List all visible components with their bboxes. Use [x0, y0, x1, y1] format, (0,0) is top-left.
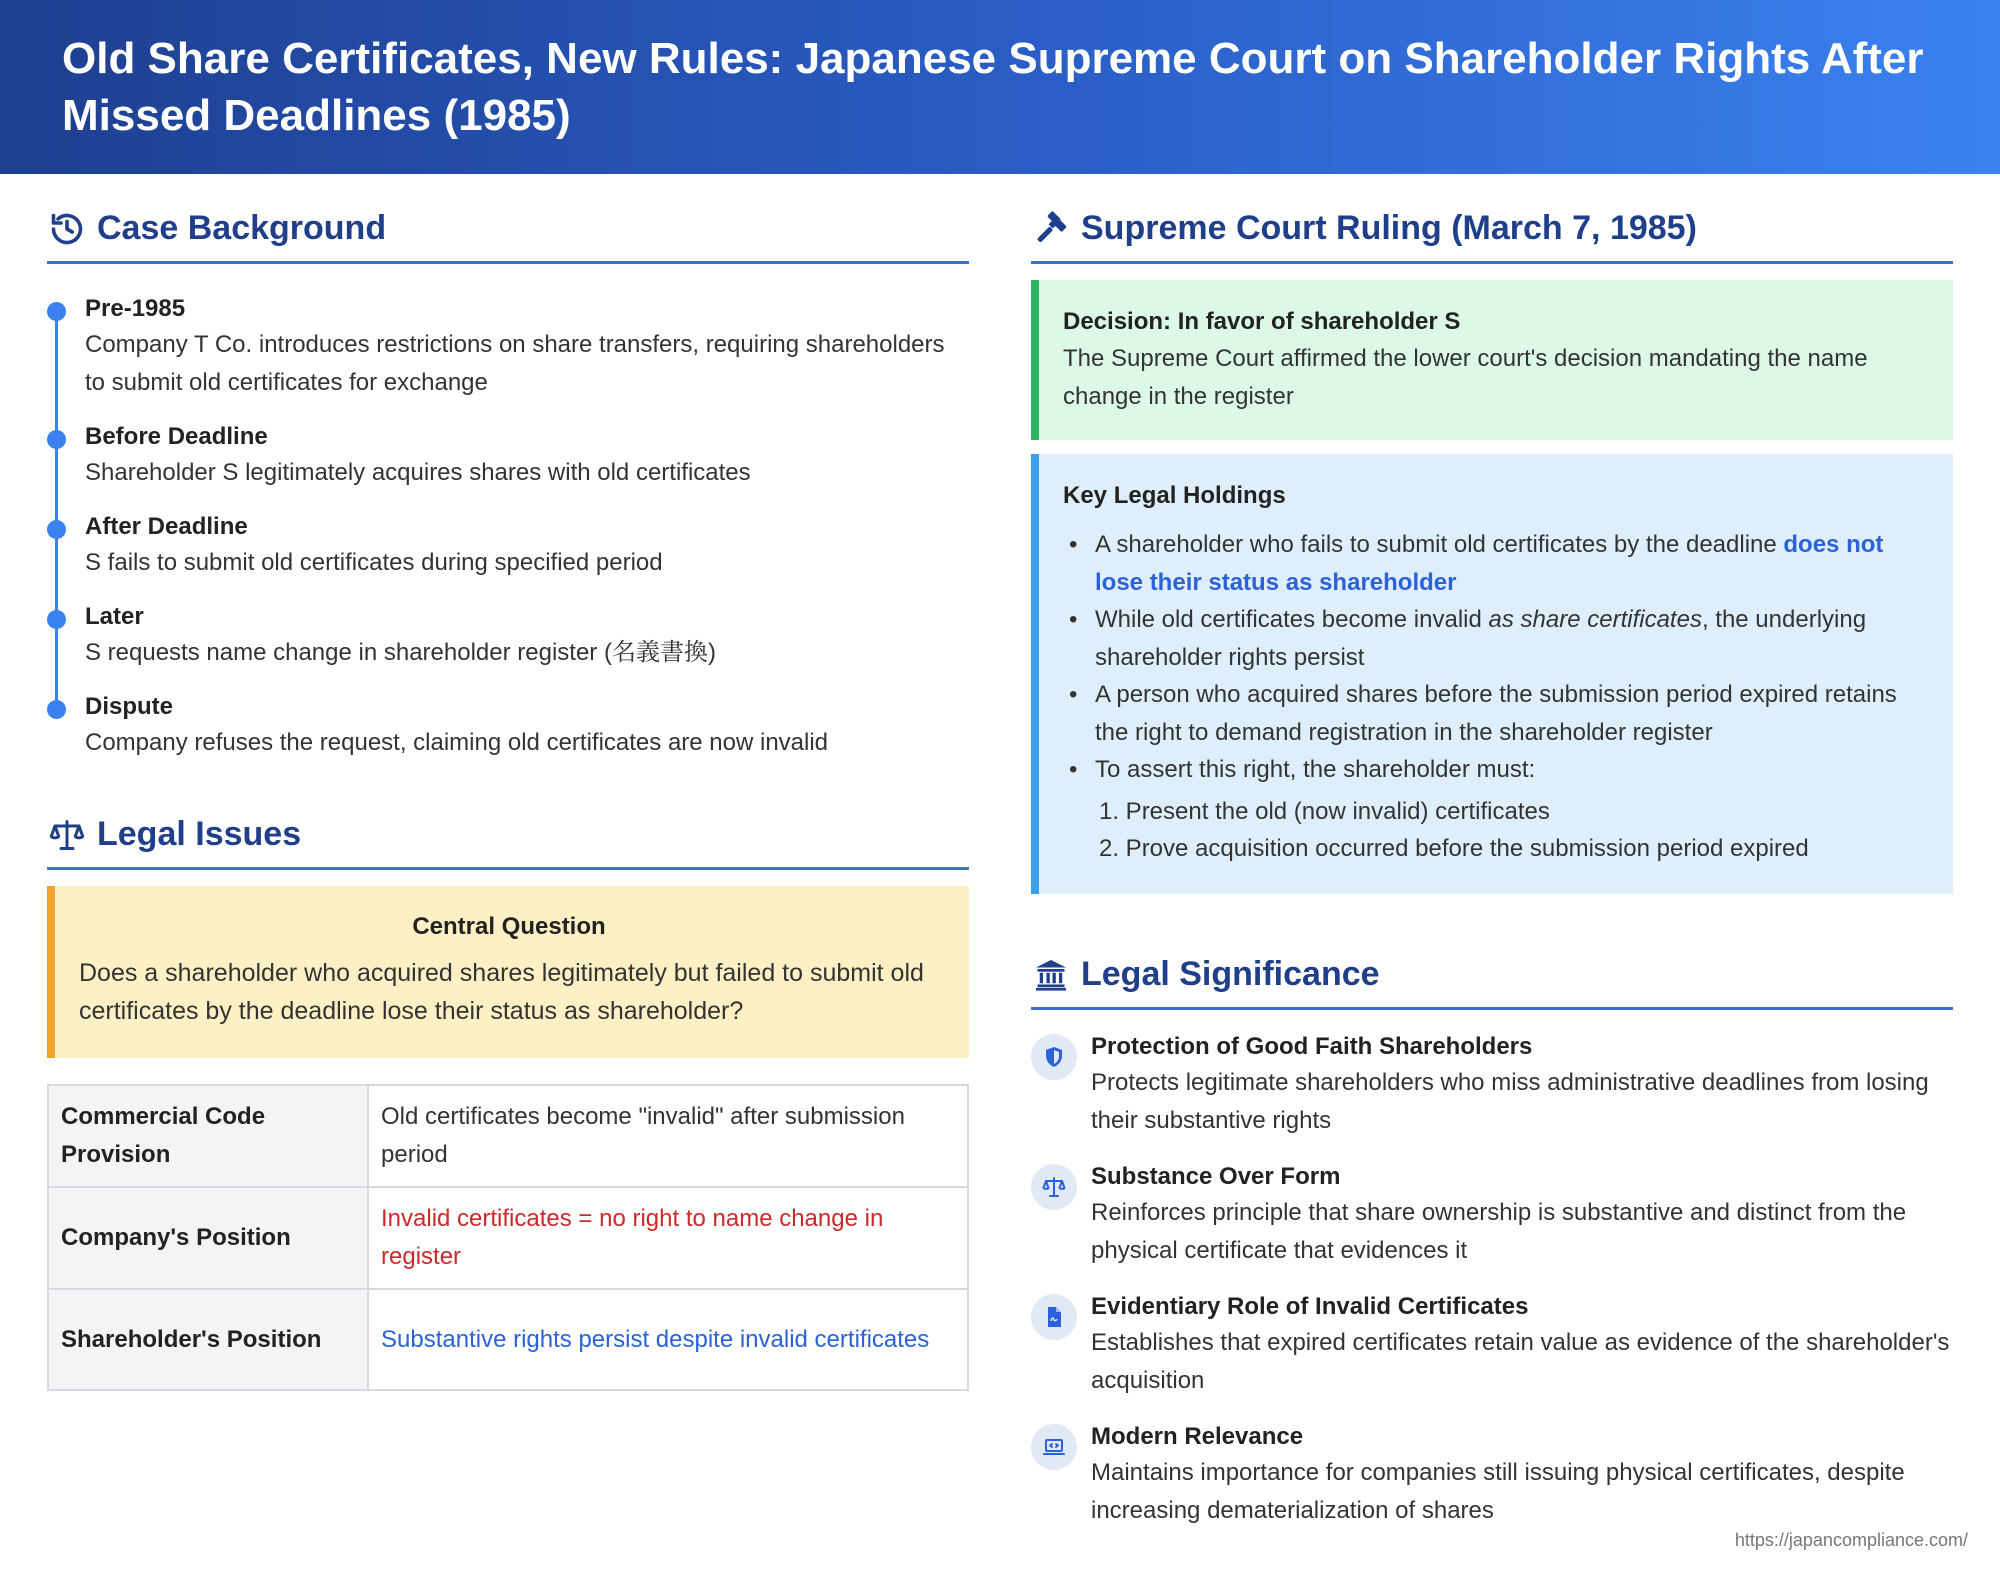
significance-item — [1031, 1420, 1953, 1530]
central-question-box — [47, 886, 969, 1058]
timeline-item — [85, 510, 969, 582]
timeline — [47, 292, 969, 762]
significance-desc: Establishes that expired certificates retain value as evidence of the shareholder's acquisition — [1091, 1329, 1950, 1394]
section-title: Legal Issues — [97, 815, 302, 853]
section-legal-significance — [1031, 920, 1953, 1010]
source-url: https://japancompliance.com/ — [1734, 1530, 1968, 1550]
scales-icon — [47, 815, 87, 855]
holding-text: , the underlying shareholder rights persist — [1095, 606, 1867, 671]
timeline-item-desc: Company T Co. introduces restrictions on share transfers, requiring shareholders to submit old certificates for exchange — [85, 331, 945, 396]
key-holdings-box — [1031, 454, 1953, 894]
page-title: Old Share Certificates, New Rules: Japanese Supreme Court on Shareholder Rights After Missed Deadlines (1985) — [62, 34, 1924, 140]
significance-item — [1031, 1030, 1953, 1140]
holdings-title: Key Legal Holdings — [1063, 482, 1286, 509]
timeline-item-title: Later — [85, 603, 144, 630]
timeline-dot — [47, 430, 66, 449]
significance-desc: Protects legitimate shareholders who miss administrative deadlines from losing their substantive rights — [1091, 1069, 1929, 1134]
timeline-dot — [47, 700, 66, 719]
timeline-dot — [47, 520, 66, 539]
table-row — [48, 1187, 968, 1289]
table-key: Commercial Code Provision — [48, 1085, 368, 1187]
document-icon — [1031, 1294, 1077, 1340]
table-value: Invalid certificates = no right to name change in register — [368, 1187, 968, 1289]
laptop-code-icon — [1031, 1424, 1077, 1470]
decision-title: Decision: In favor of shareholder S — [1063, 308, 1461, 335]
timeline-item-title: After Deadline — [85, 513, 248, 540]
holdings-list — [1063, 526, 1923, 868]
list-item: 2. Prove acquisition occurred before the submission period expired — [1099, 835, 1809, 862]
timeline-line — [55, 308, 58, 711]
list-item — [1063, 751, 1923, 868]
timeline-item-desc: S requests name change in shareholder register (名義書換) — [85, 639, 716, 666]
right-column — [1031, 174, 1953, 1530]
balance-icon — [1031, 1164, 1077, 1210]
page-header — [0, 0, 2000, 174]
left-column — [47, 174, 969, 1391]
list-item — [1063, 526, 1923, 601]
holding-text: A shareholder who fails to submit old certificates by the deadline — [1095, 531, 1784, 558]
holding-emphasis: as share certificates — [1488, 606, 1702, 633]
decision-text: The Supreme Court affirmed the lower court's decision mandating the name change in the register — [1063, 345, 1868, 410]
table-key: Company's Position — [48, 1187, 368, 1289]
table-value: Old certificates become "invalid" after submission period — [368, 1085, 968, 1187]
timeline-item-desc: Company refuses the request, claiming old certificates are now invalid — [85, 729, 829, 756]
holding-highlight: does not lose their status as shareholder — [1095, 531, 1884, 596]
section-title: Case Background — [97, 209, 387, 247]
institution-icon — [1031, 955, 1071, 995]
timeline-item-title: Before Deadline — [85, 423, 268, 450]
shield-icon — [1031, 1034, 1077, 1080]
significance-desc: Maintains importance for companies still issuing physical certificates, despite increasing dematerialization of shares — [1091, 1459, 1905, 1524]
section-title: Supreme Court Ruling (March 7, 1985) — [1081, 209, 1697, 247]
list-item: 1. Present the old (now invalid) certificates — [1099, 797, 1550, 825]
timeline-dot — [47, 610, 66, 629]
timeline-item-desc: Shareholder S legitimately acquires shares with old certificates — [85, 459, 751, 486]
timeline-item — [85, 420, 969, 492]
holding-text: A person who acquired shares before the submission period expired retains the right to demand registration in the shareholder register — [1095, 681, 1897, 746]
timeline-item — [85, 600, 969, 672]
section-title: Legal Significance — [1081, 955, 1380, 993]
gavel-icon — [1031, 209, 1071, 249]
significance-item — [1031, 1160, 1953, 1270]
significance-title: Evidentiary Role of Invalid Certificates — [1091, 1293, 1529, 1320]
list-item — [1063, 601, 1923, 676]
holding-text: To assert this right, the shareholder must: — [1095, 756, 1536, 783]
positions-table — [47, 1084, 969, 1391]
significance-desc: Reinforces principle that share ownership is substantive and distinct from the physical certificate that evidences it — [1091, 1199, 1907, 1264]
significance-item — [1031, 1290, 1953, 1400]
history-icon — [47, 209, 87, 249]
section-legal-issues — [47, 780, 969, 870]
timeline-item-desc: S fails to submit old certificates during specified period — [85, 549, 663, 576]
timeline-item-title: Pre-1985 — [85, 295, 186, 322]
central-question-text: Does a shareholder who acquired shares legitimately but failed to submit old certificates by the deadline lose their status as shareholder? — [79, 959, 924, 1025]
significance-title: Protection of Good Faith Shareholders — [1091, 1033, 1533, 1060]
section-supreme-court-ruling — [1031, 174, 1953, 264]
central-question-title: Central Question — [412, 913, 606, 940]
timeline-dot — [47, 302, 66, 321]
table-row — [48, 1289, 968, 1390]
timeline-item-title: Dispute — [85, 693, 174, 720]
timeline-item — [85, 690, 969, 762]
significance-title: Substance Over Form — [1091, 1163, 1341, 1190]
table-row — [48, 1085, 968, 1187]
list-item — [1063, 676, 1923, 751]
decision-box — [1031, 280, 1953, 440]
timeline-item — [85, 292, 969, 402]
table-value: Substantive rights persist despite invalid certificates — [368, 1289, 968, 1390]
table-key: Shareholder's Position — [48, 1289, 368, 1390]
section-case-background — [47, 174, 969, 264]
holding-text: While old certificates become invalid — [1095, 606, 1489, 633]
requirements-list — [1095, 793, 1923, 868]
significance-title: Modern Relevance — [1091, 1423, 1304, 1450]
